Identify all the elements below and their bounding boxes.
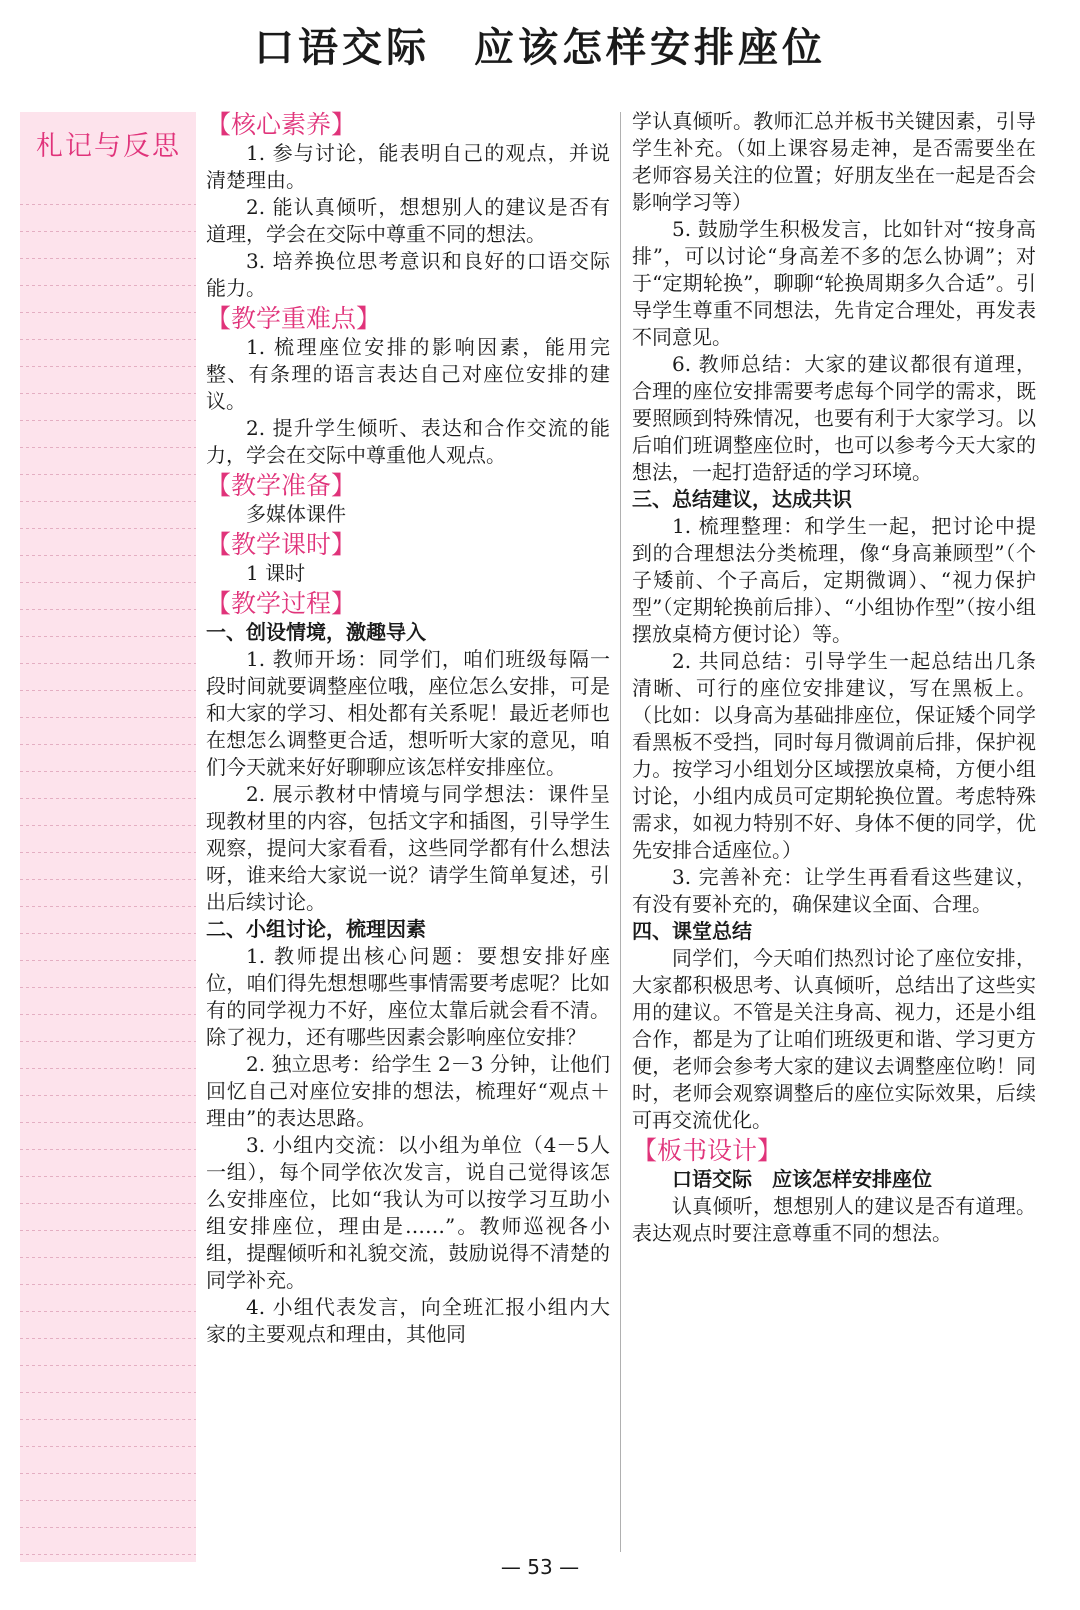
step-item: 3. 完善补充：让学生再看看这些建议，有没有要补充的，确保建议全面、合理。 bbox=[632, 865, 1036, 916]
column-left bbox=[206, 108, 610, 1348]
preparation-text: 多媒体课件 bbox=[246, 502, 346, 526]
hours-text: 1 课时 bbox=[246, 561, 306, 585]
key-item: 2. 提升学生倾听、表达和合作交流的能力，学会在交际中尊重他人观点。 bbox=[206, 416, 610, 467]
step-item: 4. 小组代表发言，向全班汇报小组内大家的主要观点和理由，其他同 bbox=[206, 1295, 610, 1346]
page-title: 口语交际 应该怎样安排座位 bbox=[254, 25, 826, 71]
page-number: — 53 — bbox=[500, 1555, 580, 1579]
step-item: 3. 小组内交流：以小组为单位（4－5人一组），每个同学依次发言，说自己觉得该怎么安排座位，比如“我认为可以按学习互助小组安排座位，理由是……”。教师巡视各小组，提醒倾听和礼貌交流，鼓励说得不清楚的同学补充。 bbox=[206, 1133, 610, 1292]
notes-label: 札记与反思 bbox=[36, 131, 181, 162]
step-heading-1: 一、创设情境，激趣导入 bbox=[206, 620, 426, 644]
core-item: 3. 培养换位思考意识和良好的口语交际能力。 bbox=[206, 249, 610, 300]
summary-text: 同学们，今天咱们热烈讨论了座位安排，大家都积极思考、认真倾听，总结出了这些实用的建议。不管是关注身高、视力，还是小组合作，都是为了让咱们班级更和谐、学习更方便，老师会参考大家的建议去调整座位哟！同时，老师会观察调整后的座位实际效果，后续可再交流优化。 bbox=[632, 946, 1036, 1132]
section-heading-core: 【核心素养】 bbox=[206, 110, 357, 139]
step-heading-4: 四、课堂总结 bbox=[632, 919, 752, 943]
board-text: 认真倾听，想想别人的建议是否有道理。表达观点时要注意尊重不同的想法。 bbox=[632, 1194, 1036, 1245]
section-heading-process: 【教学过程】 bbox=[206, 589, 357, 618]
step-item: 2. 共同总结：引导学生一起总结出几条清晰、可行的座位安排建议，写在黑板上。（比如：以身高为基础排座位，保证矮个同学看黑板不受挡，同时每月微调前后排，保护视力。按学习小组划分区域摆放桌椅，方便小组讨论，小组内成员可定期轮换位置。考虑特殊需求，如视力特别不好、身体不便的同学，优先安排合适座位。） bbox=[632, 649, 1036, 862]
notes-margin bbox=[20, 112, 196, 1562]
step-item: 6. 教师总结：大家的建议都很有道理，合理的座位安排需要考虑每个同学的需求，既要照顾到特殊情况，也要有利于大家学习。以后咱们班调整座位时，也可以参考今天大家的想法，一起打造舒适的学习环境。 bbox=[632, 352, 1036, 484]
column-right bbox=[632, 108, 1036, 1247]
column-divider bbox=[620, 112, 621, 1552]
key-item: 1. 梳理座位安排的影响因素，能用完整、有条理的语言表达自己对座位安排的建议。 bbox=[206, 335, 610, 413]
core-item: 2. 能认真倾听，想想别人的建议是否有道理，学会在交际中尊重不同的想法。 bbox=[206, 195, 610, 246]
step-item: 5. 鼓励学生积极发言，比如针对“按身高排”，可以讨论“身高差不多的怎么协调”；对于“定期轮换”，聊聊“轮换周期多久合适”。引导学生尊重不同想法，先肯定合理处，再发表不同意见。 bbox=[632, 217, 1036, 349]
step-item: 2. 独立思考：给学生 2－3 分钟，让他们回忆自己对座位安排的想法，梳理好“观点＋理由”的表达思路。 bbox=[206, 1052, 610, 1130]
section-heading-hours: 【教学课时】 bbox=[206, 530, 357, 559]
step-heading-3: 三、总结建议，达成共识 bbox=[632, 487, 852, 511]
step-item: 1. 教师开场：同学们，咱们班级每隔一段时间就要调整座位哦，座位怎么安排，可是和大家的学习、相处都有关系呢！最近老师也在想怎么调整更合适，想听听大家的意见，咱们今天就来好好聊聊应该怎样安排座位。 bbox=[206, 647, 610, 779]
step-heading-2: 二、小组讨论，梳理因素 bbox=[206, 917, 426, 941]
step-item: 1. 教师提出核心问题：要想安排好座位，咱们得先想想哪些事情需要考虑呢？比如有的同学视力不好，座位太靠后就会看不清。除了视力，还有哪些因素会影响座位安排？ bbox=[206, 944, 610, 1049]
step-item: 2. 展示教材中情境与同学想法：课件呈现教材里的内容，包括文字和插图，引导学生观察，提问大家看看，这些同学都有什么想法呀，谁来给大家说一说？请学生简单复述，引出后续讨论。 bbox=[206, 782, 610, 914]
core-item: 1. 参与讨论，能表明自己的观点，并说清楚理由。 bbox=[206, 141, 610, 192]
section-heading-board-design: 【板书设计】 bbox=[632, 1136, 783, 1165]
notes-ruled-lines bbox=[20, 178, 196, 1562]
step-item-continued: 学认真倾听。教师汇总并板书关键因素，引导学生补充。（如上课容易走神，是否需要坐在老师容易关注的位置；好朋友坐在一起是否会影响学习等） bbox=[632, 109, 1036, 214]
board-title: 口语交际 应该怎样安排座位 bbox=[672, 1167, 932, 1191]
step-item: 1. 梳理整理：和学生一起，把讨论中提到的合理想法分类梳理，像“身高兼顾型”（个子矮前、个子高后，定期微调）、“视力保护型”（定期轮换前后排）、“小组协作型”（按小组摆放桌椅方便讨论）等。 bbox=[632, 514, 1036, 646]
section-heading-preparation: 【教学准备】 bbox=[206, 471, 357, 500]
section-heading-key-points: 【教学重难点】 bbox=[206, 304, 382, 333]
